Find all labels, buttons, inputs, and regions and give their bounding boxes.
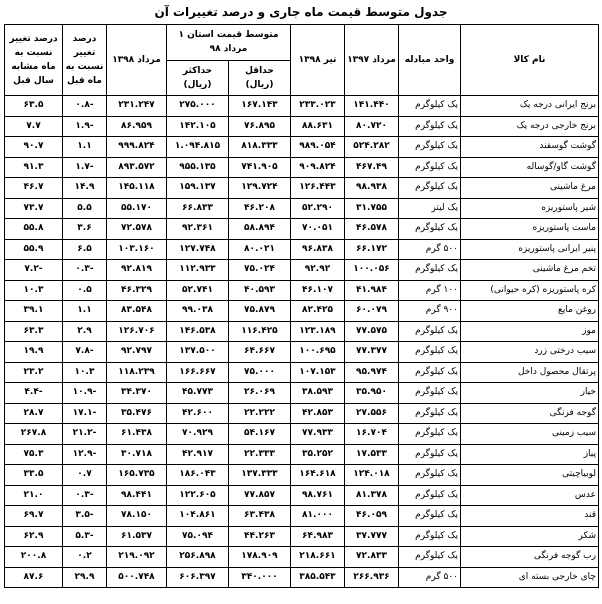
header-unit: واحد مبادله [399, 25, 461, 96]
table-row [5, 567, 599, 588]
cell-min: ۷۷.۸۵۷ [229, 485, 291, 506]
table-row [5, 444, 599, 465]
cell-max: ۲۵۶.۸۹۸ [167, 547, 229, 568]
cell-unit: یک کیلوگرم [399, 403, 461, 424]
cell-unit: یک کیلوگرم [399, 137, 461, 158]
cell-tir98: ۸۸.۶۳۱ [291, 116, 345, 137]
cell-min: ۲۶.۰۶۹ [229, 383, 291, 404]
table-row [5, 137, 599, 158]
cell-max: ۱۸۶.۰۴۳ [167, 465, 229, 486]
cell-pct-month: -۵.۳ [63, 526, 107, 547]
table-row [5, 219, 599, 240]
cell-min: ۷۵.۸۷۹ [229, 301, 291, 322]
cell-min: ۸۱۸.۳۳۳ [229, 137, 291, 158]
header-max: حداکثر (ریال) [167, 60, 229, 96]
table-row [5, 362, 599, 383]
cell-max: ۴۲.۹۱۷ [167, 444, 229, 465]
cell-min: ۴۰.۵۹۳ [229, 280, 291, 301]
cell-pct-month: -۷.۸ [63, 342, 107, 363]
cell-mordad98: ۳۵.۴۷۶ [107, 403, 167, 424]
cell-max: ۱۲۷.۷۴۸ [167, 239, 229, 260]
cell-pct-year: ۶۹.۷ [5, 506, 63, 527]
cell-pct-year: ۹۱.۳ [5, 157, 63, 178]
cell-mordad98: ۱۰۳.۱۶۰ [107, 239, 167, 260]
cell-tir98: ۸۱.۰۰۰ [291, 506, 345, 527]
cell-unit: ۱۰۰ گرم [399, 280, 461, 301]
cell-min: ۴۶.۲۰۸ [229, 198, 291, 219]
cell-unit: یک کیلوگرم [399, 342, 461, 363]
table-row [5, 198, 599, 219]
cell-min: ۲۲.۲۲۲ [229, 403, 291, 424]
cell-mordad98: ۶۱.۵۳۷ [107, 526, 167, 547]
cell-max: ۴۲.۶۰۰ [167, 403, 229, 424]
cell-min: ۱۲۹.۷۲۴ [229, 178, 291, 199]
cell-pct-year: ۲۳.۲ [5, 362, 63, 383]
table-row [5, 485, 599, 506]
cell-max: ۶۰۶.۳۹۷ [167, 567, 229, 588]
cell-tir98: ۵۲.۲۹۰ [291, 198, 345, 219]
cell-min: ۵۸.۸۹۴ [229, 219, 291, 240]
cell-unit: یک کیلوگرم [399, 465, 461, 486]
cell-mordad98: ۶۱.۴۳۸ [107, 424, 167, 445]
cell-tir98: ۲۱۸.۶۶۱ [291, 547, 345, 568]
cell-min: ۷۶.۸۹۵ [229, 116, 291, 137]
cell-pct-month: -۱.۹ [63, 116, 107, 137]
price-table [4, 24, 599, 588]
cell-mordad97: ۸۰.۷۲۰ [345, 116, 399, 137]
table-row [5, 465, 599, 486]
cell-name: موز [461, 321, 599, 342]
cell-pct-year: -۷.۲ [5, 260, 63, 281]
cell-name: سیب درختی زرد [461, 342, 599, 363]
cell-tir98: ۹۸۹.۰۵۴ [291, 137, 345, 158]
cell-name: قند [461, 506, 599, 527]
table-row [5, 301, 599, 322]
table-row [5, 424, 599, 445]
cell-pct-year: ۹۰.۷ [5, 137, 63, 158]
cell-mordad97: ۳۷.۷۷۷ [345, 526, 399, 547]
cell-name: کره پاستوریزه (کره حیوانی) [461, 280, 599, 301]
cell-mordad97: ۹۵.۹۷۴ [345, 362, 399, 383]
cell-max: ۱۰۴.۸۶۱ [167, 506, 229, 527]
cell-name: لوبیاچیتی [461, 465, 599, 486]
cell-pct-year: ۲۰۰.۸ [5, 547, 63, 568]
cell-pct-year: ۴۶.۷ [5, 178, 63, 199]
header-name: نام کالا [461, 25, 599, 96]
cell-mordad97: ۶۰.۰۷۹ [345, 301, 399, 322]
cell-pct-year: ۳۹.۱ [5, 301, 63, 322]
cell-tir98: ۲۳۳.۰۲۳ [291, 96, 345, 117]
cell-mordad98: ۷۲.۵۷۸ [107, 219, 167, 240]
cell-tir98: ۱۶۴.۶۱۸ [291, 465, 345, 486]
cell-name: روغن مایع [461, 301, 599, 322]
cell-tir98: ۷۷.۹۳۳ [291, 424, 345, 445]
cell-mordad97: ۱۰۰.۰۵۶ [345, 260, 399, 281]
cell-pct-year: ۵۵.۹ [5, 239, 63, 260]
table-row [5, 526, 599, 547]
cell-pct-month: ۳.۶ [63, 219, 107, 240]
cell-tir98: ۱۰۷.۱۵۳ [291, 362, 345, 383]
header-avg-group: متوسط قیمت استان ۱ مرداد ۹۸ [167, 25, 291, 61]
cell-pct-year: ۱۰.۳ [5, 280, 63, 301]
cell-mordad97: ۷۲.۸۳۳ [345, 547, 399, 568]
cell-pct-year: ۱۹.۹ [5, 342, 63, 363]
cell-name: برنج ایرانی درجه یک [461, 96, 599, 117]
header-min: حداقل (ریال) [229, 60, 291, 96]
cell-min: ۷۴۱.۹۰۵ [229, 157, 291, 178]
cell-pct-year: ۶۳.۵ [5, 96, 63, 117]
cell-mordad97: ۴۶.۵۷۸ [345, 219, 399, 240]
cell-min: ۷۵.۰۰۰ [229, 362, 291, 383]
cell-mordad98: ۳۴.۳۷۰ [107, 383, 167, 404]
cell-max: ۷۰.۹۲۹ [167, 424, 229, 445]
cell-max: ۱۴۲.۱۰۵ [167, 116, 229, 137]
cell-max: ۱۲۲.۶۰۵ [167, 485, 229, 506]
cell-name: خیار [461, 383, 599, 404]
cell-mordad97: ۳۵.۹۵۰ [345, 383, 399, 404]
cell-max: ۵۲.۷۴۱ [167, 280, 229, 301]
cell-min: ۴۴.۲۶۳ [229, 526, 291, 547]
cell-pct-year: ۲۶۷.۸ [5, 424, 63, 445]
cell-max: ۴۵.۷۷۳ [167, 383, 229, 404]
cell-name: برنج خارجی درجه یک [461, 116, 599, 137]
header-pct-month: درصد تغییر نسبت به ماه قبل [63, 25, 107, 96]
cell-unit: یک کیلوگرم [399, 362, 461, 383]
header-tir98: تیر ۱۳۹۸ [291, 25, 345, 96]
cell-mordad98: ۹۹۹.۸۲۴ [107, 137, 167, 158]
cell-pct-month: -۱.۷ [63, 157, 107, 178]
cell-tir98: ۱۲۶.۴۴۳ [291, 178, 345, 199]
cell-mordad97: ۴۶.۰۵۹ [345, 506, 399, 527]
cell-tir98: ۳۸۵.۵۴۳ [291, 567, 345, 588]
cell-mordad98: ۷۸.۱۵۰ [107, 506, 167, 527]
cell-max: ۹۹.۰۳۸ [167, 301, 229, 322]
cell-unit: یک کیلوگرم [399, 321, 461, 342]
cell-pct-month: -۲۱.۲ [63, 424, 107, 445]
cell-max: ۱۵۹.۱۳۷ [167, 178, 229, 199]
cell-mordad97: ۱۷.۵۳۳ [345, 444, 399, 465]
cell-mordad97: ۱۶.۷۰۴ [345, 424, 399, 445]
table-row [5, 239, 599, 260]
cell-min: ۵۴.۱۶۷ [229, 424, 291, 445]
cell-mordad98: ۳۰.۷۱۸ [107, 444, 167, 465]
cell-unit: ۵۰۰ گرم [399, 567, 461, 588]
cell-mordad98: ۲۳۱.۲۴۷ [107, 96, 167, 117]
cell-mordad97: ۸۱.۳۷۸ [345, 485, 399, 506]
cell-pct-year: ۷۵.۳ [5, 444, 63, 465]
cell-pct-month: ۱۴.۹ [63, 178, 107, 199]
cell-name: گوشت گاو/گوساله [461, 157, 599, 178]
page-title: جدول متوسط قیمت ماه جاری و درصد تغییرات آن [154, 5, 448, 19]
cell-mordad97: ۶۶.۱۷۲ [345, 239, 399, 260]
cell-mordad98: ۱۱۸.۲۳۹ [107, 362, 167, 383]
table-row [5, 342, 599, 363]
cell-min: ۶۴.۶۶۷ [229, 342, 291, 363]
table-row [5, 383, 599, 404]
table-row [5, 178, 599, 199]
cell-pct-year: ۶۲.۹ [5, 526, 63, 547]
cell-unit: یک کیلوگرم [399, 260, 461, 281]
cell-pct-month: ۲.۹ [63, 321, 107, 342]
cell-tir98: ۹۲.۹۲ [291, 260, 345, 281]
cell-tir98: ۹۸.۷۶۱ [291, 485, 345, 506]
cell-pct-year: -۴.۴ [5, 383, 63, 404]
cell-mordad98: ۹۲.۷۹۷ [107, 342, 167, 363]
cell-unit: یک کیلوگرم [399, 485, 461, 506]
cell-mordad97: ۴۱.۹۸۴ [345, 280, 399, 301]
cell-unit: ۵۰۰ گرم [399, 239, 461, 260]
table-row [5, 280, 599, 301]
cell-tir98: ۱۰۰.۶۹۵ [291, 342, 345, 363]
cell-name: سیب زمینی [461, 424, 599, 445]
cell-pct-month: -۰.۸ [63, 96, 107, 117]
cell-name: پرتقال محصول داخل [461, 362, 599, 383]
cell-name: مرغ ماشینی [461, 178, 599, 199]
cell-unit: یک کیلوگرم [399, 219, 461, 240]
cell-min: ۷۵.۰۲۴ [229, 260, 291, 281]
table-row [5, 321, 599, 342]
cell-mordad97: ۵۲۴.۲۸۲ [345, 137, 399, 158]
cell-max: ۱۴۶.۵۳۸ [167, 321, 229, 342]
cell-min: ۶۳.۴۳۸ [229, 506, 291, 527]
cell-pct-year: ۷۳.۷ [5, 198, 63, 219]
cell-unit: ۹۰۰ گرم [399, 301, 461, 322]
cell-mordad97: ۷۷.۳۷۷ [345, 342, 399, 363]
cell-mordad98: ۱۲۶.۷۰۶ [107, 321, 167, 342]
cell-pct-month: ۰.۵ [63, 280, 107, 301]
table-body [5, 96, 599, 588]
cell-tir98: ۶۴.۹۸۳ [291, 526, 345, 547]
cell-mordad98: ۹۲.۸۱۹ [107, 260, 167, 281]
table-row [5, 403, 599, 424]
cell-max: ۱۳۷.۵۰۰ [167, 342, 229, 363]
cell-pct-month: ۲۹.۹ [63, 567, 107, 588]
cell-min: ۸۰.۰۲۱ [229, 239, 291, 260]
cell-max: ۱۱۲.۹۳۳ [167, 260, 229, 281]
cell-unit: یک کیلوگرم [399, 383, 461, 404]
cell-mordad97: ۹۸.۹۳۸ [345, 178, 399, 199]
cell-name: شکر [461, 526, 599, 547]
cell-unit: یک لیتر [399, 198, 461, 219]
cell-pct-month: ۱۰.۳ [63, 362, 107, 383]
cell-pct-month: -۱۲.۹ [63, 444, 107, 465]
cell-name: گوشت گوسفند [461, 137, 599, 158]
cell-mordad97: ۱۴۱.۴۴۰ [345, 96, 399, 117]
cell-max: ۱۶۶.۶۶۷ [167, 362, 229, 383]
header-pct-year: درصد تغییر نسبت به ماه مشابه سال قبل [5, 25, 63, 96]
cell-pct-year: ۲۸.۷ [5, 403, 63, 424]
cell-tir98: ۴۶.۱۰۷ [291, 280, 345, 301]
cell-pct-month: -۰.۳ [63, 260, 107, 281]
header-mordad97: مرداد ۱۳۹۷ [345, 25, 399, 96]
header-mordad98: مرداد ۱۳۹۸ [107, 25, 167, 96]
table-row [5, 96, 599, 117]
cell-mordad98: ۵۰۰.۷۴۸ [107, 567, 167, 588]
cell-mordad98: ۱۶۵.۷۳۵ [107, 465, 167, 486]
table-row [5, 547, 599, 568]
cell-pct-month: -۰.۳ [63, 485, 107, 506]
cell-tir98: ۱۲۳.۱۸۹ [291, 321, 345, 342]
cell-tir98: ۷۰.۰۵۱ [291, 219, 345, 240]
cell-mordad97: ۲۶۶.۹۳۶ [345, 567, 399, 588]
cell-max: ۲۷۵.۰۰۰ [167, 96, 229, 117]
cell-mordad98: ۸۶.۹۵۹ [107, 116, 167, 137]
cell-tir98: ۹۶.۸۳۸ [291, 239, 345, 260]
table-row [5, 157, 599, 178]
cell-pct-month: -۱۰.۹ [63, 383, 107, 404]
cell-min: ۱۶۷.۱۴۳ [229, 96, 291, 117]
cell-pct-month: ۵.۵ [63, 198, 107, 219]
cell-min: ۱۷۸.۹۰۹ [229, 547, 291, 568]
cell-pct-year: ۳۳.۵ [5, 465, 63, 486]
cell-unit: یک کیلوگرم [399, 547, 461, 568]
cell-min: ۲۲.۳۳۳ [229, 444, 291, 465]
cell-name: ماست پاستوریزه [461, 219, 599, 240]
cell-unit: یک کیلوگرم [399, 526, 461, 547]
cell-unit: یک کیلوگرم [399, 96, 461, 117]
cell-pct-month: ۱.۱ [63, 301, 107, 322]
cell-mordad98: ۲۱۹.۰۹۲ [107, 547, 167, 568]
cell-min: ۱۱۶.۴۲۵ [229, 321, 291, 342]
cell-name: تخم مرغ ماشینی [461, 260, 599, 281]
cell-tir98: ۸۲.۴۲۵ [291, 301, 345, 322]
cell-pct-year: ۵۵.۸ [5, 219, 63, 240]
cell-mordad97: ۷۷.۵۷۵ [345, 321, 399, 342]
table-row [5, 116, 599, 137]
cell-tir98: ۹۰۹.۸۲۴ [291, 157, 345, 178]
cell-mordad98: ۸۳.۵۴۸ [107, 301, 167, 322]
cell-mordad98: ۵۵.۱۷۰ [107, 198, 167, 219]
table-row [5, 506, 599, 527]
cell-mordad97: ۴۶۷.۴۹ [345, 157, 399, 178]
cell-pct-month: ۰.۷ [63, 465, 107, 486]
cell-mordad98: ۴۶.۳۲۹ [107, 280, 167, 301]
table-row [5, 260, 599, 281]
cell-max: ۷۵.۰۹۴ [167, 526, 229, 547]
cell-pct-year: ۸۷.۶ [5, 567, 63, 588]
cell-mordad98: ۱۴۵.۱۱۸ [107, 178, 167, 199]
cell-name: پیاز [461, 444, 599, 465]
cell-max: ۹۵۵.۱۳۵ [167, 157, 229, 178]
cell-pct-year: ۶۳.۳ [5, 321, 63, 342]
cell-max: ۹۲.۳۶۱ [167, 219, 229, 240]
cell-name: پنیر ایرانی پاستوریزه [461, 239, 599, 260]
cell-unit: یک کیلوگرم [399, 178, 461, 199]
cell-pct-year: ۲۱.۰ [5, 485, 63, 506]
cell-tir98: ۳۸.۵۹۳ [291, 383, 345, 404]
cell-unit: یک کیلوگرم [399, 424, 461, 445]
cell-tir98: ۴۲.۸۵۳ [291, 403, 345, 424]
cell-name: چای خارجی بسته ای [461, 567, 599, 588]
cell-pct-year: ۷.۷ [5, 116, 63, 137]
cell-mordad98: ۹۸.۴۴۱ [107, 485, 167, 506]
cell-mordad97: ۲۷.۵۵۶ [345, 403, 399, 424]
cell-pct-month: ۰.۲ [63, 547, 107, 568]
cell-unit: یک کیلوگرم [399, 444, 461, 465]
cell-unit: یک کیلوگرم [399, 116, 461, 137]
cell-name: شیر پاستوریزه [461, 198, 599, 219]
cell-max: ۶۶.۸۳۳ [167, 198, 229, 219]
cell-name: رب گوجه فرنگی [461, 547, 599, 568]
cell-min: ۳۴۰.۰۰۰ [229, 567, 291, 588]
cell-pct-month: ۱.۱ [63, 137, 107, 158]
cell-mordad97: ۱۲۴.۰۱۸ [345, 465, 399, 486]
cell-unit: یک کیلوگرم [399, 506, 461, 527]
cell-name: عدس [461, 485, 599, 506]
cell-tir98: ۳۵.۲۵۲ [291, 444, 345, 465]
cell-max: ۱.۰۹۴.۸۱۵ [167, 137, 229, 158]
cell-pct-month: ۶.۵ [63, 239, 107, 260]
cell-mordad97: ۳۱.۷۵۵ [345, 198, 399, 219]
cell-name: گوجه فرنگی [461, 403, 599, 424]
cell-pct-month: -۳.۵ [63, 506, 107, 527]
cell-unit: یک کیلوگرم [399, 157, 461, 178]
cell-mordad98: ۸۹۳.۵۷۲ [107, 157, 167, 178]
cell-min: ۱۳۷.۳۳۳ [229, 465, 291, 486]
cell-pct-month: -۱۷.۱ [63, 403, 107, 424]
